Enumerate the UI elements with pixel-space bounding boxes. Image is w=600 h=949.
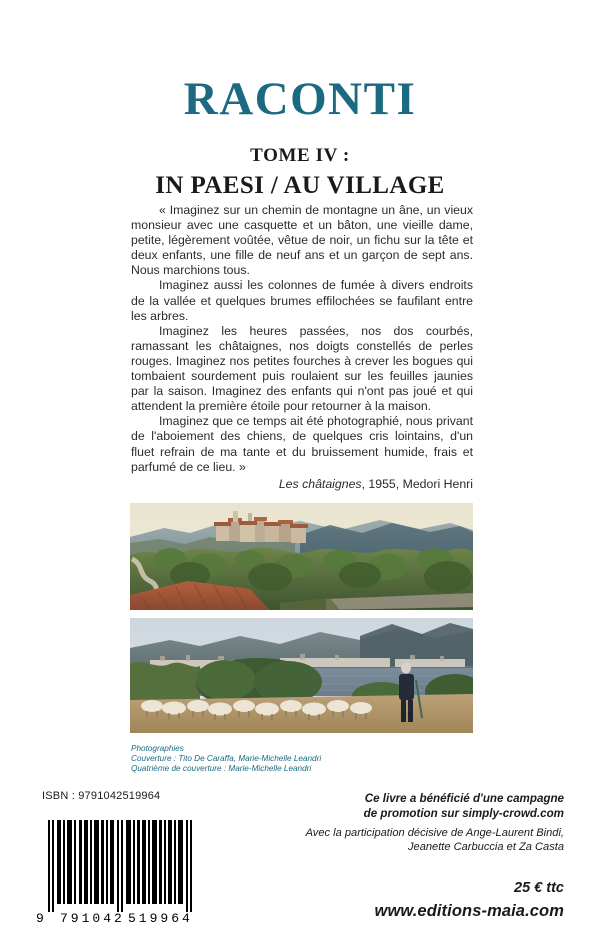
barcode-lead-digit: 9: [36, 911, 44, 926]
attribution-details: , 1955, Medori Henri: [361, 476, 473, 491]
blurb-text: [131, 203, 473, 492]
publisher-block: [264, 792, 564, 921]
credits-back-cover: Quatrième de couverture : Marie-Michelle Leandri: [131, 763, 312, 773]
blurb-attribution: [131, 477, 473, 492]
participation-line-1: Avec la participation décisive de Ange-Laurent Bindi,: [305, 827, 564, 840]
credits-front-cover: Couverture : Tito De Caraffa, Marie-Michelle Leandri: [131, 753, 322, 763]
price-label: 25 € ttc: [514, 879, 564, 896]
barcode-right-digits: 519964: [128, 911, 193, 926]
promo-line-1: Ce livre a bénéficié d'une campagne: [364, 792, 564, 805]
subtitle: IN PAESI / AU VILLAGE: [155, 171, 445, 199]
promo-line-2: de promotion sur simply-crowd.com: [363, 806, 564, 820]
tome-label: TOME IV :: [250, 145, 350, 166]
shepherd-photo: [130, 618, 473, 733]
barcode-left-digits: 791042: [60, 911, 125, 926]
isbn-barcode: [34, 818, 202, 928]
photo-credits: [131, 744, 321, 773]
village-photo: [130, 503, 473, 610]
promo-text: [264, 792, 564, 821]
blurb-paragraph: « Imaginez sur un chemin de montagne un âne, un vieux monsieur avec une casquette et un bâton, une vieille dame, petite, légèrement voûtée, vêtue de noir, un fichu sur la tête et deux enfants, une fille de neuf ans et un garçon de sept ans. Nous marchions tous.: [131, 203, 473, 278]
participation-line-2: Jeanette Carbuccia et Za Casta: [407, 841, 564, 854]
publisher-website[interactable]: www.editions-maia.com: [374, 901, 564, 920]
credits-heading: Photographies: [131, 744, 184, 753]
isbn-label: ISBN : 9791042519964: [42, 790, 161, 802]
participation-text: [264, 826, 564, 854]
blurb-paragraph: Imaginez aussi les colonnes de fumée à divers endroits de la vallée et quelques brumes effilochées se faufilant entre les arbres.: [131, 278, 473, 323]
blurb-paragraph: Imaginez que ce temps ait été photographié, nous privant de l'aboiement des chiens, de quelques cris lointains, d'un fluet refrain de ma tante et du bruissement humide, frais et parfumé de ce lieu. »: [131, 414, 473, 474]
title-block: [0, 73, 600, 199]
blurb-paragraph: Imaginez les heures passées, nos dos courbés, ramassant les châtaignes, nos doigts constellés de perles rouges. Imaginez nos petites fourches à crever les bogues qui tombaient sourdement puis roulaient sur les feuilles jaunies par la saison. Imaginez des enfants qui n'ont pas joué et qui attendent la première étoile pour retourner à la maison.: [131, 323, 473, 414]
attribution-work-title: Les châtaignes: [278, 476, 362, 491]
page-title: RACONTI: [183, 73, 417, 125]
